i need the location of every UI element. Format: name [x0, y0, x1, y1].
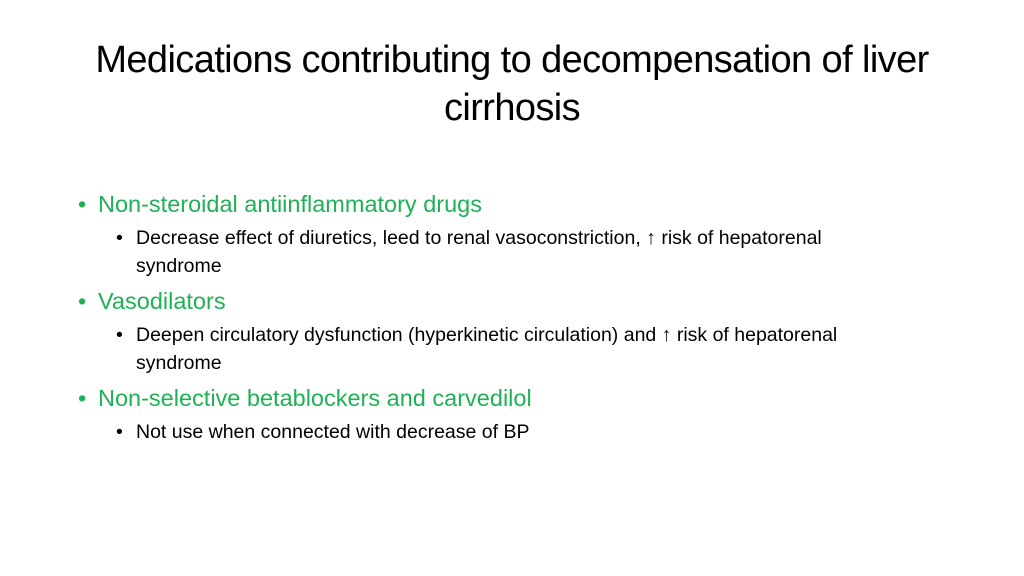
sub-bullet-item-betablockers	[78, 418, 856, 446]
bullet-item-vasodilators	[78, 283, 958, 319]
bullet-label: Vasodilators	[98, 288, 226, 314]
sub-bullet-text: Deepen circulatory dysfunction (hyperkinetic circulation) and ↑ risk of hepatorenal syndrome	[136, 324, 838, 374]
bullet-icon: •	[78, 385, 87, 411]
bullet-label: Non-steroidal antiinflammatory drugs	[98, 191, 482, 217]
sub-bullet-item-vasodilators	[78, 321, 856, 377]
bullet-icon: •	[116, 227, 123, 249]
sub-bullet-text: Not use when connected with decrease of BP	[136, 421, 530, 443]
bullet-item-betablockers	[78, 380, 958, 416]
bullet-list	[78, 186, 958, 446]
bullet-label: Non-selective betablockers and carvedilol	[98, 385, 532, 411]
slide-title: Medications contributing to decompensation of liver cirrhosis	[95, 39, 929, 129]
sub-bullet-text: Decrease effect of diuretics, leed to renal vasoconstriction, ↑ risk of hepatorenal syndrome	[136, 227, 822, 277]
sub-bullet-item-nsaids	[78, 224, 856, 280]
bullet-icon: •	[116, 421, 123, 443]
bullet-icon: •	[116, 324, 123, 346]
bullet-icon: •	[78, 191, 87, 217]
bullet-item-nsaids	[78, 186, 958, 222]
bullet-icon: •	[78, 288, 87, 314]
